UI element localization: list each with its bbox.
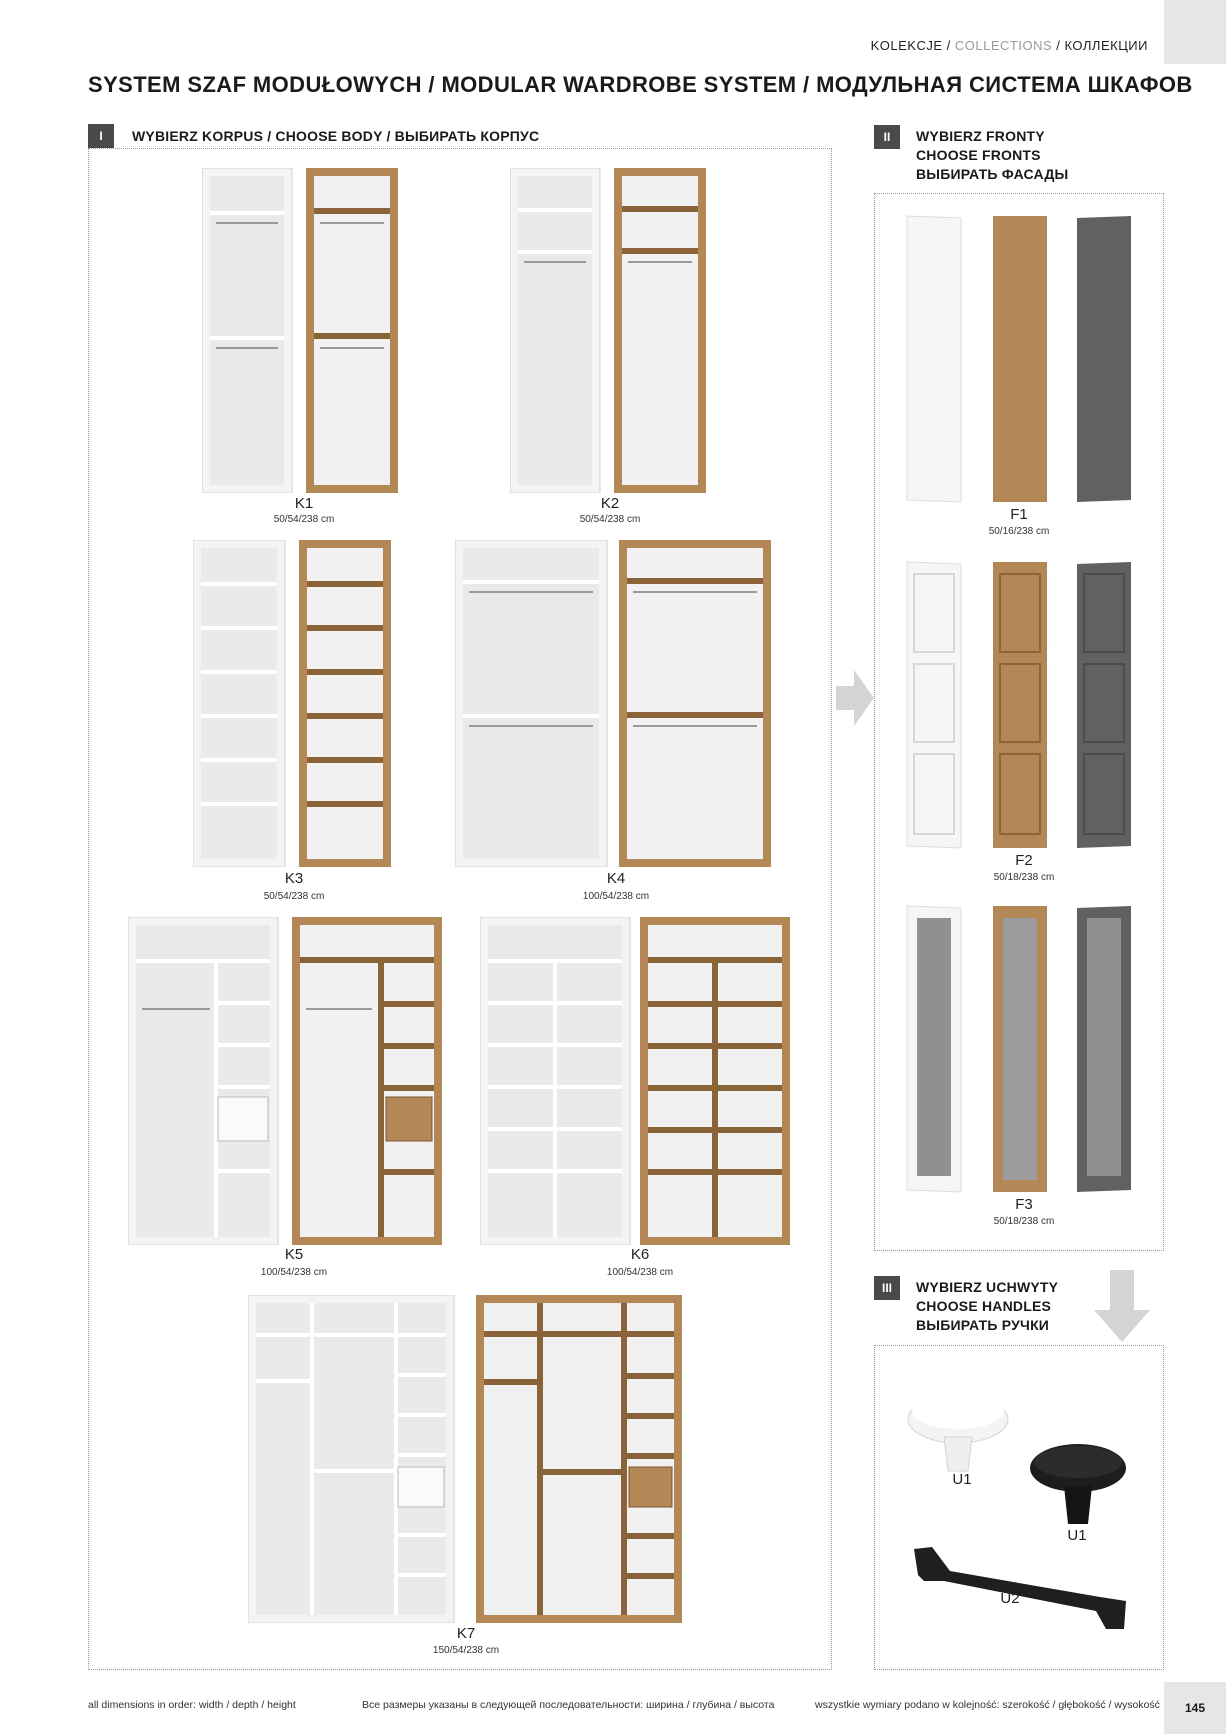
page-title: SYSTEM SZAF MODUŁOWYCH / MODULAR WARDROBE SYSTEM / МОДУЛЬНАЯ СИСТЕМА ШКАФОВ [88, 72, 1193, 97]
footer-note-ru: Все размеры указаны в следующей последовательности: ширина / глубина / высота [362, 1699, 775, 1711]
u2-code: U2 [1000, 1590, 1020, 1607]
breadcrumb-collections[interactable]: COLLECTIONS [954, 38, 1053, 53]
arrow-right-icon [836, 670, 874, 726]
k3-dims: 50/54/238 cm [263, 891, 325, 902]
breadcrumb-kollekcii[interactable]: / КОЛЛЕКЦИИ [1056, 38, 1148, 53]
arrow-down-icon [1094, 1270, 1150, 1342]
corner-tab [1164, 0, 1226, 64]
step-2-title [916, 127, 1068, 184]
step-1-badge: I [88, 124, 114, 148]
step-3-badge: III [874, 1276, 900, 1300]
handle-u1-black-image[interactable] [1028, 1442, 1128, 1526]
u1-white-code: U1 [952, 1471, 972, 1488]
handle-u1-white-image[interactable] [906, 1385, 1010, 1473]
wardrobe-k4-image[interactable] [455, 540, 771, 867]
step-1-title: WYBIERZ KORPUS / CHOOSE BODY / ВЫБИРАТЬ КОРПУС [132, 128, 540, 144]
u1-black-code: U1 [1067, 1527, 1087, 1544]
k2-dims: 50/54/238 cm [579, 514, 641, 525]
k7-dims: 150/54/238 cm [432, 1645, 500, 1656]
wardrobe-k5-image[interactable] [128, 917, 442, 1245]
wardrobe-k7-image[interactable] [248, 1295, 682, 1623]
wardrobe-k2-image[interactable] [510, 168, 706, 493]
step-3-title-en: CHOOSE HANDLES [916, 1298, 1052, 1314]
front-f1-image[interactable] [905, 214, 1133, 504]
breadcrumb [871, 38, 1148, 53]
wardrobe-k6-image[interactable] [480, 917, 790, 1245]
step-2-badge: II [874, 125, 900, 149]
handle-u2-image[interactable] [910, 1545, 1130, 1631]
footer-note-pl: wszystkie wymiary podano w kolejność: szerokość / głębokość / wysokość [815, 1699, 1160, 1711]
k7-code: K7 [456, 1625, 476, 1642]
front-f3-image[interactable] [905, 904, 1133, 1194]
step-3-title-ru: ВЫБИРАТЬ РУЧКИ [916, 1317, 1050, 1333]
step-3-title [916, 1278, 1058, 1335]
step-3-title-pl: WYBIERZ UCHWYTY [916, 1279, 1059, 1295]
k1-dims: 50/54/238 cm [273, 514, 335, 525]
f1-dims: 50/16/238 cm [988, 526, 1050, 537]
f3-dims: 50/18/238 cm [993, 1216, 1055, 1227]
step-2-title-ru: ВЫБИРАТЬ ФАСАДЫ [916, 166, 1069, 182]
front-f2-image[interactable] [905, 560, 1133, 850]
f3-code: F3 [1015, 1196, 1033, 1213]
step-2-title-pl: WYBIERZ FRONTY [916, 128, 1045, 144]
f1-code: F1 [1010, 506, 1028, 523]
k3-code: K3 [284, 870, 304, 887]
k5-dims: 100/54/238 cm [260, 1267, 328, 1278]
footer-note-en: all dimensions in order: width / depth / height [88, 1699, 296, 1711]
f2-code: F2 [1015, 852, 1033, 869]
k6-dims: 100/54/238 cm [606, 1267, 674, 1278]
k6-code: K6 [630, 1246, 650, 1263]
page-number: 145 [1164, 1682, 1226, 1734]
wardrobe-k1-image[interactable] [202, 168, 398, 493]
step-2-title-en: CHOOSE FRONTS [916, 147, 1041, 163]
k1-code: K1 [294, 495, 314, 512]
breadcrumb-kolekcje[interactable]: KOLEKCJE / [870, 38, 951, 53]
k4-code: K4 [606, 870, 626, 887]
k5-code: K5 [284, 1246, 304, 1263]
k4-dims: 100/54/238 cm [582, 891, 650, 902]
k2-code: K2 [600, 495, 620, 512]
wardrobe-k3-image[interactable] [193, 540, 391, 867]
f2-dims: 50/18/238 cm [993, 872, 1055, 883]
